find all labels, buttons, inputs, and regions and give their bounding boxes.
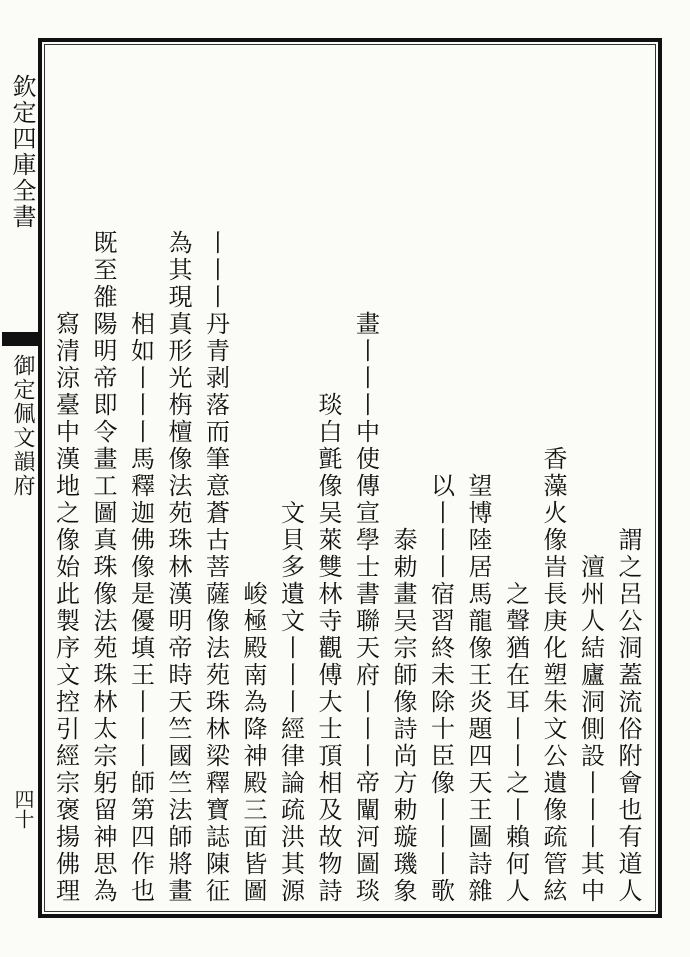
text-column: 望博陸居馬龍像王炎題四天王圖詩雜 [464,473,492,905]
text-column: 畫丨丨丨中使傳宣學士書聯天府丨丨丨帝闡河圖琰 [351,311,380,905]
margin-fishtail [2,332,42,346]
margin-subtitle: 御定佩文韻府 [10,354,35,498]
folio-number: 四十 [11,789,35,829]
text-column: 為其現真形光栴檀像法苑珠林漢明帝時天竺國竺法師將畫 [164,230,192,905]
text-column: 寫清涼臺中漢地之像始此製序文控引經宗褒揚佛理 [51,311,80,905]
text-column: 香藻火像旹長庚化塑朱文公遺像疏管絃 [539,446,567,905]
text-column: 泰勅畫吴宗師像詩尚方勅璇璣象 [389,527,417,905]
margin-title: 欽定四庫全書 [8,74,36,230]
text-column: 丨丨丨丹青剥落而筆意蒼古菩薩像法苑珠林梁釋寶誌陳征 [201,230,230,905]
text-column: 相如丨丨丨馬釋迦佛像是優填王丨丨丨師第四作也 [126,311,155,905]
text-column: 謂之呂公洞蓋流俗附會也有道人 [614,527,642,905]
text-column: 琰白氈像吴萊雙林寺觀傅大士頂相及故物詩 [314,392,342,905]
text-column: 文貝多遺文丨丨丨經律論疏洪其源 [276,500,305,905]
text-column: 既至雒陽明帝即令畫工圖真珠像法苑珠林太宗躬留神思為 [89,230,117,905]
text-column: 峻極殿南為降神殿三面皆圖 [239,581,267,905]
text-body [50,50,650,905]
text-column: 之聲猶在耳丨丨之丨賴何人 [501,581,530,905]
margin-column [0,44,44,912]
text-column: 澶州人結廬洞側設丨丨丨其中 [576,554,605,905]
text-column: 以丨丨丨宿習終未除十臣像丨丨丨歌 [426,473,455,905]
